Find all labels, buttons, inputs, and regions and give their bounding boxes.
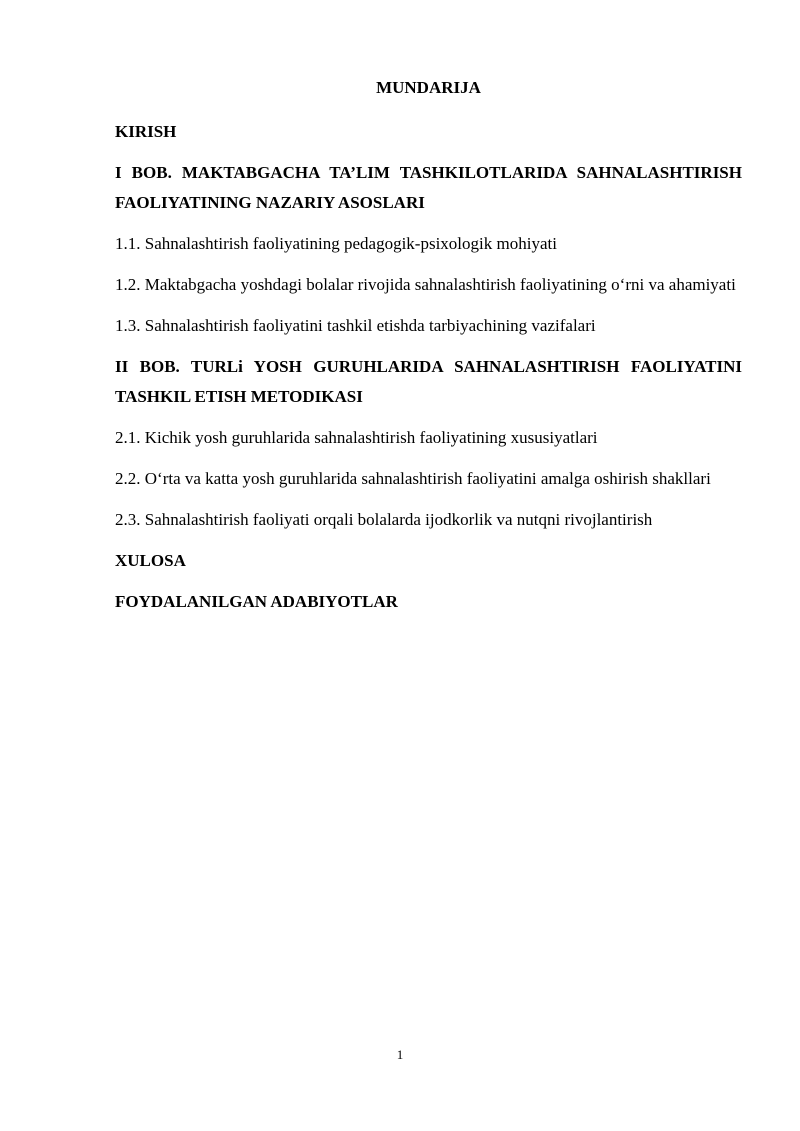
toc-entry-chapter-2: II BOB. TURLi YOSH GURUHLARIDA SAHNALASHTIRISH FAOLIYATINI TASHKIL ETISH METODIKASI	[115, 357, 742, 406]
toc-entry-section-2-3: 2.3. Sahnalashtirish faoliyati orqali bolalarda ijodkorlik va nutqni rivojlantirish	[115, 510, 653, 529]
page-title: MUNDARIJA	[376, 78, 481, 97]
toc-entry-introduction: KIRISH	[115, 122, 177, 141]
toc-entry-section-1-1: 1.1. Sahnalashtirish faoliyatining pedagogik-psixologik mohiyati	[115, 234, 557, 253]
toc-entry-section-1-3: 1.3. Sahnalashtirish faoliyatini tashkil etishda tarbiyachining vazifalari	[115, 316, 596, 335]
toc-entry-chapter-1: I BOB. MAKTABGACHA TA’LIM TASHKILOTLARIDA SAHNALASHTIRISH FAOLIYATINING NAZARIY ASOSLARI	[115, 163, 742, 212]
table-of-contents	[115, 76, 742, 628]
toc-entry-references: FOYDALANILGAN ADABIYOTLAR	[115, 592, 398, 611]
page-number: 1	[396, 1047, 404, 1062]
toc-entry-conclusion: XULOSA	[115, 551, 186, 570]
toc-entry-section-1-2: 1.2. Maktabgacha yoshdagi bolalar rivojida sahnalashtirish faoliyatining o‘rni va ahamiyati	[115, 275, 736, 294]
toc-entry-section-2-2: 2.2. O‘rta va katta yosh guruhlarida sahnalashtirish faoliyatini amalga oshirish shakllari	[115, 469, 711, 488]
toc-entry-section-2-1: 2.1. Kichik yosh guruhlarida sahnalashtirish faoliyatining xususiyatlari	[115, 428, 598, 447]
